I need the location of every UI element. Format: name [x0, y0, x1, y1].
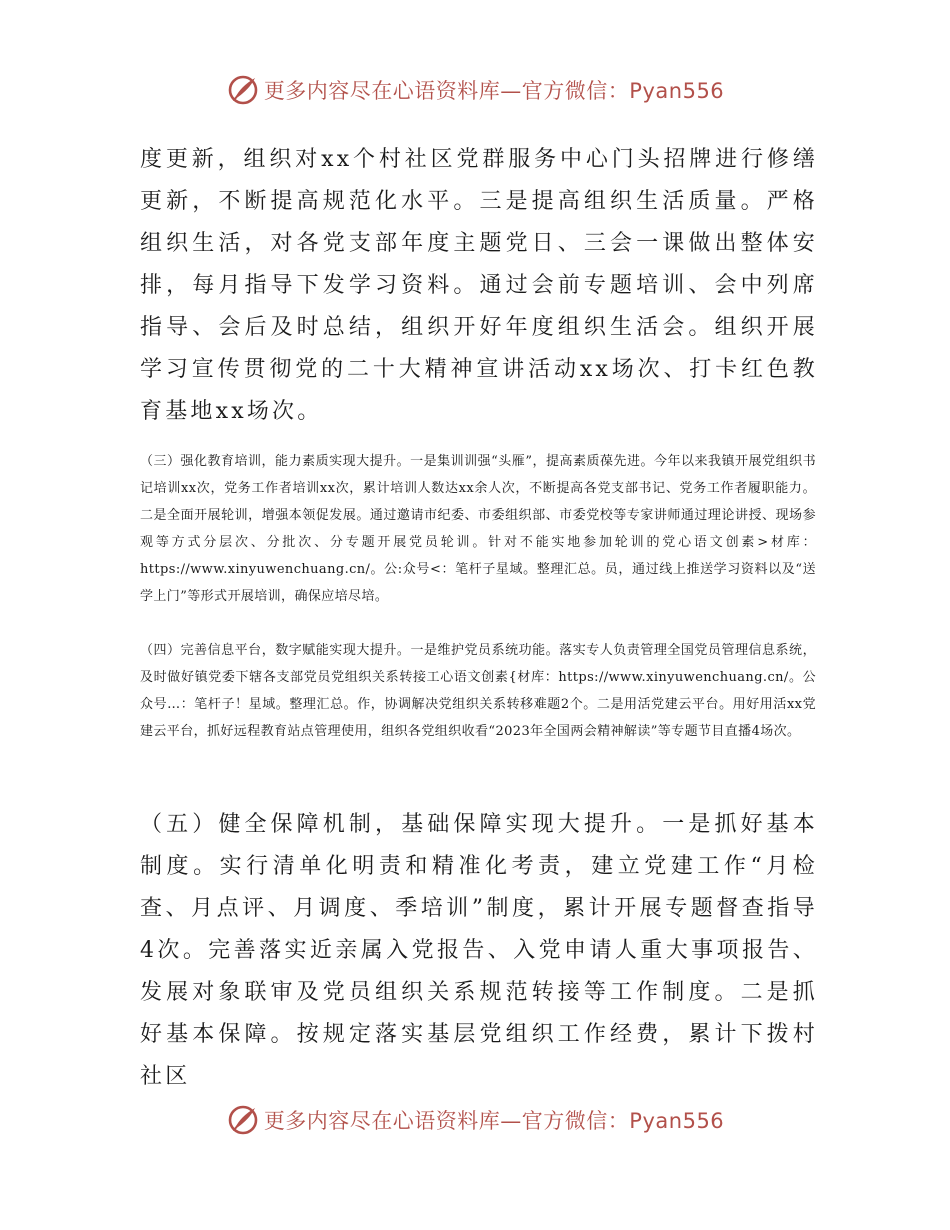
body-paragraph-1: 度更新，组织对xx个村社区党群服务中心门头招牌进行修缮更新，不断提高规范化水平。三是提高组织生活质量。严格组织生活，对各党支部年度主题党日、三会一课做出整体安排，每月指导下发学习资料。通过会前专题培训、会中列席指导、会后及时总结，组织开好年度组织生活会。组织开展学习宣传贯彻党的二十大精神宣讲活动xx场次、打卡红色教育基地xx场次。	[140, 147, 818, 424]
quill-logo-icon	[226, 1103, 260, 1137]
header-watermark	[0, 68, 950, 112]
section-3-paragraph: （三）强化教育培训，能力素质实现大提升。一是集训训强“头雁”，提高素质葆先进。今年以来我镇开展党组织书记培训xx次，党务工作者培训xx次，累计培训人数达xx余人次，不断提高各党支部书记、党务工作者履职能力。二是全面开展轮训，增强本领促发展。通过邀请市纪委、市委组织部、市委党校等专家讲师通过理论讲授、现场参观等方式分层次、分批次、分专题开展党员轮训。针对不能实地参加轮训的党心语文创素>材库：https://www.xinyuwenchuang.cn/。公:众号<：笔杆子星域。整理汇总。员，通过线上推送学习资料以及“送学上门”等形式开展培训，确保应培尽培。	[140, 454, 816, 604]
quill-logo-icon	[226, 73, 260, 107]
section-5-paragraph: （五）健全保障机制，基础保障实现大提升。一是抓好基本制度。实行清单化明责和精准化考责，建立党建工作“月检查、月点评、月调度、季培训”制度，累计开展专题督查指导4次。完善落实近亲属入党报告、入党申请人重大事项报告、发展对象联审及党员组织关系规范转接等工作制度。二是抓好基本保障。按规定落实基层党组织工作经费，累计下拨村社区	[140, 812, 818, 1089]
watermark-text: 更多内容尽在心语资料库—官方微信：Pyan556	[263, 79, 725, 103]
section-4-paragraph: （四）完善信息平台，数字赋能实现大提升。一是维护党员系统功能。落实专人负责管理全国党员管理信息系统，及时做好镇党委下辖各支部党员党组织关系转接工心语文创素{材库：https://www.xinyuwenchuang.cn/。公众号…：笔杆子！星域。整理汇总。作，协调解决党组织关系转移难题2个。二是用活党建云平台。用好用活xx党建云平台，抓好远程教育站点管理使用，组织各党组织收看“2023年全国两会精神解读”等专题节目直播4场次。	[140, 643, 816, 739]
watermark-text: 更多内容尽在心语资料库—官方微信：Pyan556	[263, 1109, 725, 1133]
footer-watermark	[0, 1098, 950, 1142]
